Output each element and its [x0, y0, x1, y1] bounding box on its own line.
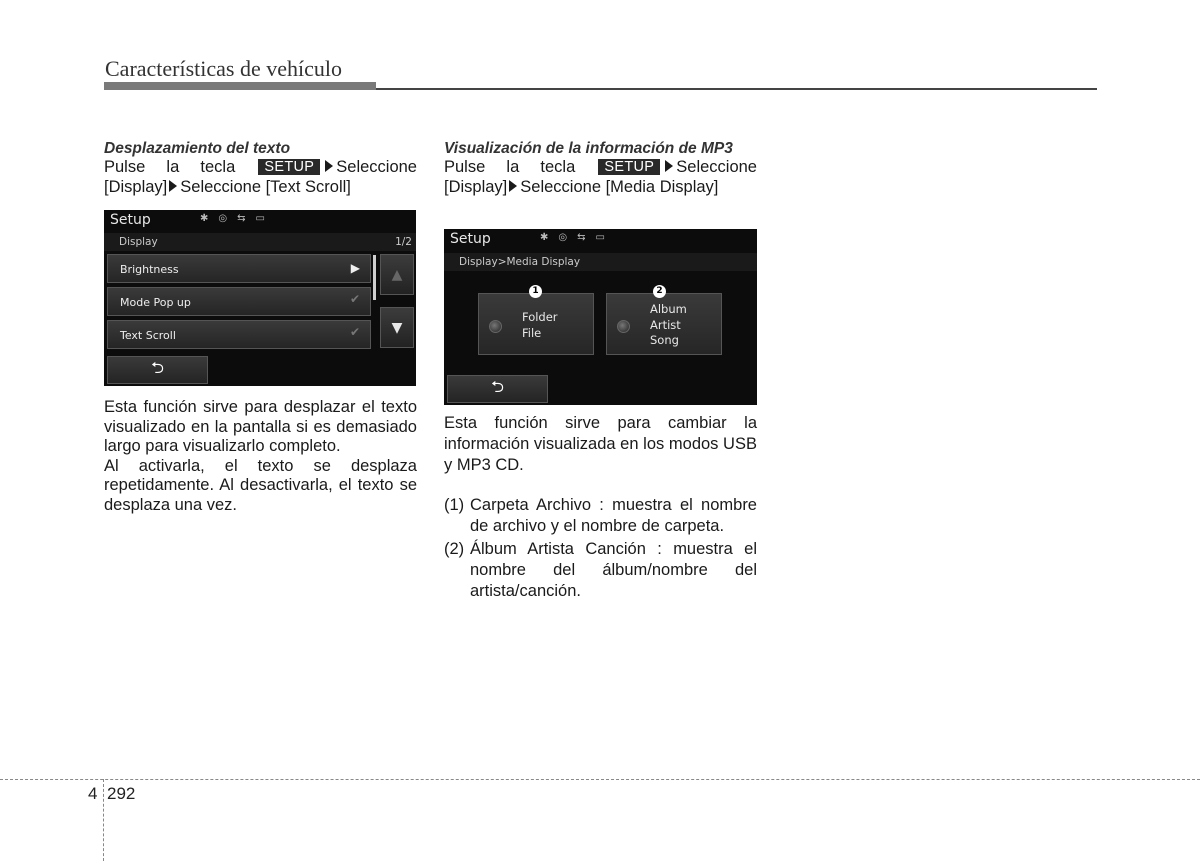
paragraph: Esta función sirve para cambiar la información visualizada en los modos USB y MP3 CD. — [444, 414, 757, 474]
option-text — [522, 310, 558, 341]
arrow-right-icon — [665, 160, 673, 172]
bluetooth-icon: ✱ — [200, 213, 209, 224]
left-body-text — [104, 398, 417, 515]
header-rule-thin — [376, 88, 1097, 90]
chapter-number: 4 — [88, 784, 98, 803]
aux-icon: ▭ — [595, 232, 605, 243]
checkbox-icon[interactable]: ✔ — [349, 292, 360, 306]
list-number: (1) — [444, 496, 465, 514]
option-folder-file[interactable] — [478, 293, 594, 355]
instruction-text: Pulse la tecla — [444, 158, 576, 176]
arrow-right-icon — [325, 160, 333, 172]
option-line: Folder — [522, 310, 558, 324]
breadcrumb-bar — [444, 253, 757, 271]
play-arrow-icon: ▶ — [350, 261, 360, 275]
instruction-text: [Display] — [104, 177, 168, 196]
radio-indicator — [489, 320, 502, 333]
back-arrow-icon: ⮌ — [491, 376, 504, 396]
setup-display-screen — [104, 210, 416, 386]
radio-indicator — [617, 320, 630, 333]
header-rule-thick — [104, 82, 376, 90]
disc-icon: ◎ — [558, 232, 568, 243]
right-column — [444, 140, 757, 197]
setup-key-label: SETUP — [258, 159, 320, 175]
page-indicator: 1/2 — [395, 236, 412, 248]
callout-number-2: 2 — [653, 285, 666, 298]
option-line: Song — [650, 333, 679, 347]
usb-icon: ⇆ — [237, 213, 246, 224]
usb-icon: ⇆ — [577, 232, 586, 243]
option-text — [650, 302, 687, 349]
checkbox-icon[interactable]: ✔ — [349, 325, 360, 339]
menu-item-text-scroll[interactable] — [107, 320, 371, 349]
left-column — [104, 140, 417, 197]
option-line: File — [522, 325, 542, 340]
list-text: Carpeta Archivo : muestra el nombre de archivo y el nombre de carpeta. — [470, 496, 757, 535]
instruction-text: Seleccione — [676, 158, 757, 176]
back-button[interactable] — [107, 356, 208, 384]
scroll-up-button[interactable]: ▲ — [380, 254, 414, 295]
instruction-text: Seleccione — [336, 158, 417, 176]
arrow-right-icon — [509, 180, 517, 192]
menu-item-label: Mode Pop up — [120, 296, 191, 309]
option-line: Artist — [650, 317, 681, 332]
menu-item-brightness[interactable] — [107, 254, 371, 283]
list-number: (2) — [444, 540, 465, 558]
breadcrumb: Display — [119, 236, 158, 248]
scroll-down-button[interactable]: ▼ — [380, 307, 414, 348]
screen-title: Setup — [110, 212, 151, 228]
arrow-right-icon — [169, 180, 177, 192]
disc-icon: ◎ — [218, 213, 228, 224]
menu-item-mode-pop-up[interactable] — [107, 287, 371, 316]
breadcrumb: Display>Media Display — [459, 256, 581, 268]
setup-key-label: SETUP — [598, 159, 660, 175]
status-icons — [540, 232, 605, 243]
status-icons — [200, 213, 265, 224]
section-heading-mp3-info: Visualización de la información de MP3 — [444, 140, 733, 157]
footer-divider — [0, 779, 1200, 780]
breadcrumb-bar — [104, 233, 416, 251]
back-arrow-icon: ⮌ — [151, 357, 164, 377]
instruction-text: Seleccione [Media Display] — [520, 177, 719, 196]
page-number — [88, 784, 135, 804]
right-body-text — [444, 413, 757, 604]
paragraph: Esta función sirve para desplazar el texto visualizado en la pantalla si es demasiado largo para visualizarlo completo. — [104, 398, 417, 455]
option-line: Album — [650, 302, 687, 316]
instruction-line-1 — [104, 158, 417, 178]
instruction-line-1 — [444, 158, 757, 178]
callout-number-1: 1 — [529, 285, 542, 298]
aux-icon: ▭ — [255, 213, 265, 224]
option-album-artist-song[interactable] — [606, 293, 722, 355]
menu-item-label: Text Scroll — [120, 329, 176, 342]
media-display-screen — [444, 229, 757, 405]
list-item — [444, 539, 757, 602]
instruction-text: Pulse la tecla — [104, 158, 236, 176]
list-text: Álbum Artista Canción : muestra el nombre del álbum/nombre del artista/canción. — [470, 540, 757, 600]
instruction-line-2 — [104, 178, 417, 198]
instruction-line-2 — [444, 178, 757, 198]
page-number-value: 292 — [107, 784, 136, 803]
section-heading-text-scroll: Desplazamiento del texto — [104, 140, 291, 157]
menu-item-label: Brightness — [120, 263, 179, 276]
screen-title: Setup — [450, 231, 491, 247]
page-header-title: Características de vehículo — [105, 56, 343, 81]
list-item — [444, 495, 757, 537]
bluetooth-icon: ✱ — [540, 232, 549, 243]
back-button[interactable] — [447, 375, 548, 403]
instruction-text: Seleccione [Text Scroll] — [180, 177, 351, 196]
paragraph: Al activarla, el texto se desplaza repetidamente. Al desactivarla, el texto se desplaza una vez. — [104, 456, 417, 514]
instruction-text: [Display] — [444, 177, 508, 196]
scrollbar[interactable] — [373, 255, 376, 300]
